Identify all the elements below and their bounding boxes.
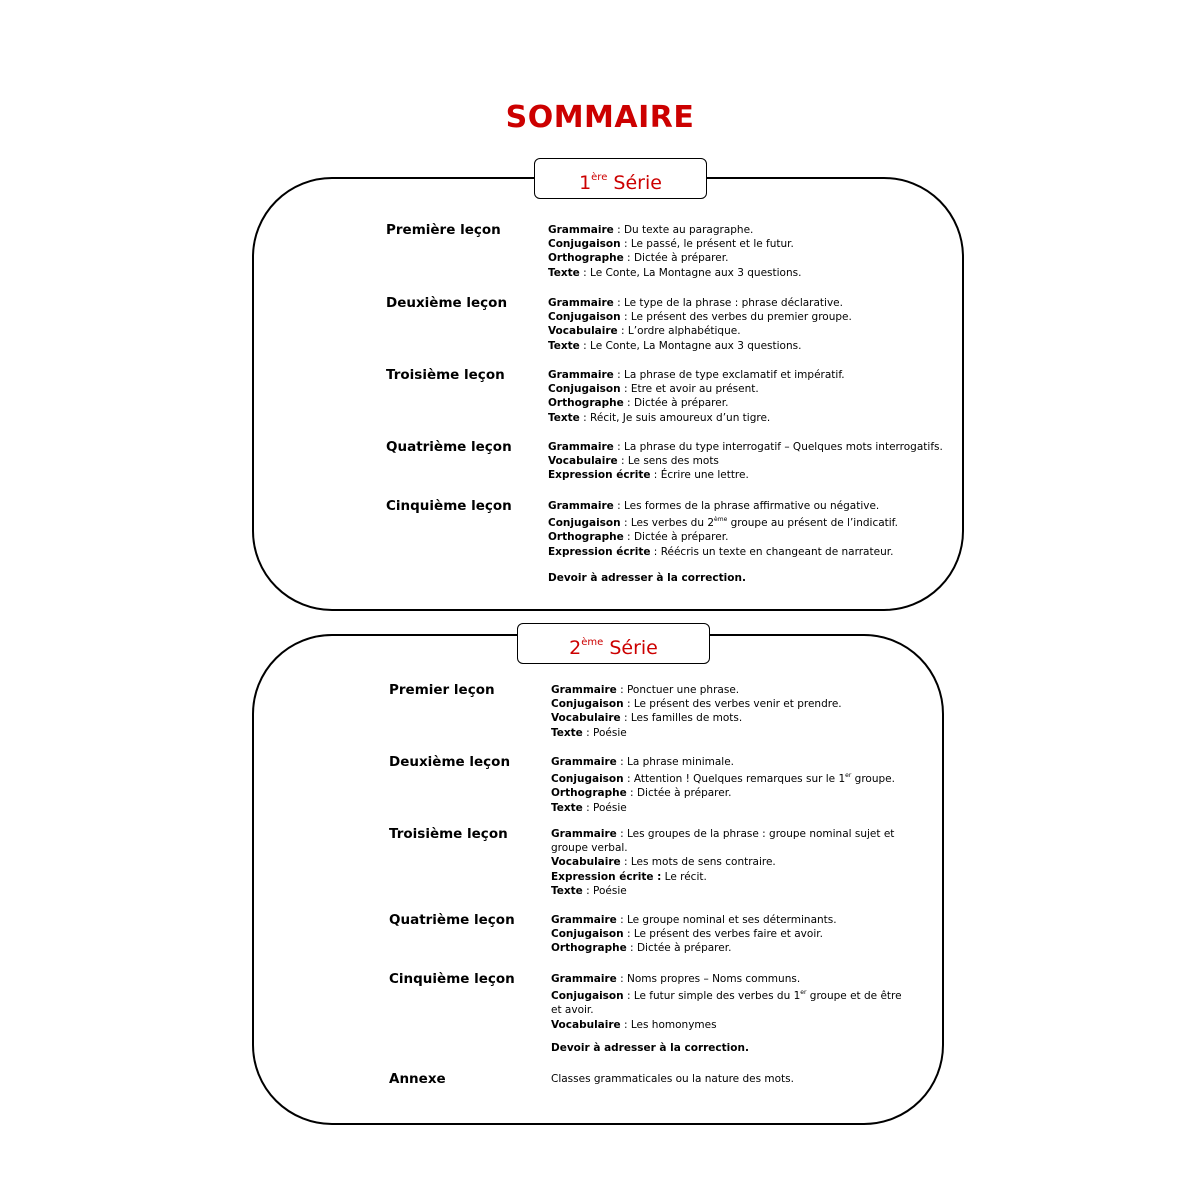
line-key: Grammaire bbox=[548, 441, 614, 453]
line-key: Expression écrite bbox=[548, 545, 651, 558]
lesson-line bbox=[548, 324, 948, 338]
line-value: Le présent des verbes faire et avoir. bbox=[633, 928, 823, 941]
lesson-details bbox=[548, 499, 948, 559]
page-title: SOMMAIRE bbox=[505, 100, 695, 135]
line-key: Conjugaison bbox=[548, 517, 621, 530]
line-sep: : bbox=[650, 469, 661, 482]
lesson-line bbox=[551, 941, 911, 955]
line-value: Écrire une lettre. bbox=[660, 469, 749, 482]
line-sep: : bbox=[620, 238, 631, 251]
line-value: La phrase du type interrogatif – Quelques mots interrogatifs. bbox=[623, 441, 943, 453]
line-value: groupe. bbox=[851, 773, 895, 786]
line-sep: : bbox=[616, 684, 627, 696]
lesson-line bbox=[548, 499, 948, 513]
lesson-title: Deuxième leçon bbox=[389, 754, 511, 770]
lesson-details bbox=[548, 440, 948, 483]
line-key: Grammaire bbox=[551, 828, 617, 840]
line-value: La phrase minimale. bbox=[626, 756, 735, 768]
line-key: Orthographe bbox=[548, 252, 624, 265]
lesson-line bbox=[551, 755, 911, 769]
lesson-title: Troisième leçon bbox=[386, 367, 505, 383]
line-sep: : bbox=[579, 411, 591, 424]
lesson-details bbox=[548, 296, 948, 353]
lesson-line bbox=[548, 266, 948, 280]
lesson-line bbox=[551, 827, 911, 855]
line-value: Dictée à préparer. bbox=[633, 531, 729, 544]
line-value-sup: ème bbox=[714, 516, 728, 524]
lesson-title: Quatrième leçon bbox=[386, 439, 512, 455]
line-sep: : bbox=[620, 856, 631, 869]
lesson-details bbox=[551, 683, 911, 740]
line-sep: : bbox=[620, 1018, 631, 1031]
lesson-title: Quatrième leçon bbox=[389, 912, 515, 928]
lesson-title: Cinquième leçon bbox=[389, 971, 515, 987]
line-sep: : bbox=[626, 787, 637, 800]
line-value: Du texte au paragraphe. bbox=[623, 224, 754, 236]
lesson-line bbox=[548, 368, 948, 382]
line-value: Le récit. bbox=[664, 870, 707, 883]
lesson-line bbox=[548, 454, 948, 468]
line-value: Le sens des mots bbox=[627, 455, 719, 468]
line-key: Orthographe bbox=[548, 397, 624, 410]
line-value-sup: er bbox=[845, 772, 852, 780]
line-value: Le passé, le présent et le futur. bbox=[630, 238, 794, 251]
line-sep: : bbox=[579, 266, 591, 279]
annexe-text: Classes grammaticales ou la nature des mots. bbox=[551, 1073, 794, 1085]
line-sep: : bbox=[620, 311, 631, 324]
lesson-line bbox=[548, 411, 948, 425]
line-value: Récit, Je suis amoureux d’un tigre. bbox=[590, 411, 771, 424]
line-value: Poésie bbox=[593, 801, 627, 814]
line-sep: : bbox=[616, 914, 627, 926]
line-value: Les familles de mots. bbox=[630, 712, 743, 725]
lesson-line bbox=[548, 296, 948, 310]
line-value: La phrase de type exclamatif et impératif. bbox=[623, 369, 845, 381]
line-value-pre: Attention ! Quelques remarques sur le 1 bbox=[633, 773, 846, 786]
line-key: Texte bbox=[551, 884, 583, 897]
line-sep: : bbox=[623, 252, 634, 265]
lesson-line bbox=[548, 545, 948, 559]
lesson-title: Première leçon bbox=[386, 222, 501, 238]
lesson-line bbox=[551, 986, 911, 1017]
line-sep: : bbox=[613, 441, 624, 453]
lesson-details bbox=[548, 368, 948, 425]
line-sep: : bbox=[613, 224, 624, 236]
line-key: Grammaire bbox=[548, 297, 614, 309]
line-value: Dictée à préparer. bbox=[636, 942, 732, 955]
lesson-title: Troisième leçon bbox=[389, 826, 508, 842]
lesson-line bbox=[551, 884, 911, 898]
line-value: groupe au présent de l’indicatif. bbox=[727, 517, 898, 530]
line-value: Les groupes de la phrase : groupe nominal sujet et groupe verbal. bbox=[551, 828, 895, 855]
line-value: Le présent des verbes venir et prendre. bbox=[633, 698, 842, 711]
line-value: L’ordre alphabétique. bbox=[627, 325, 741, 338]
line-sep: : bbox=[613, 500, 624, 512]
line-sep: : bbox=[620, 517, 631, 530]
line-sep: : bbox=[626, 942, 637, 955]
line-value: Dictée à préparer. bbox=[633, 397, 729, 410]
lesson-line bbox=[551, 801, 911, 815]
line-key: Grammaire bbox=[548, 500, 614, 512]
line-sep: : bbox=[616, 756, 627, 768]
line-key: Grammaire bbox=[551, 973, 617, 985]
line-value: Dictée à préparer. bbox=[636, 787, 732, 800]
line-sep: : bbox=[650, 545, 661, 558]
line-key: Conjugaison bbox=[548, 383, 621, 396]
lesson-line bbox=[551, 683, 911, 697]
line-key: Texte bbox=[548, 266, 580, 279]
line-key: Conjugaison bbox=[551, 990, 624, 1003]
lesson-line bbox=[548, 251, 948, 265]
line-sep: : bbox=[623, 928, 634, 941]
line-key: Conjugaison bbox=[551, 928, 624, 941]
line-sep: : bbox=[617, 455, 628, 468]
lesson-line bbox=[551, 786, 911, 800]
line-key: Texte bbox=[548, 411, 580, 424]
line-key: Grammaire bbox=[551, 914, 617, 926]
line-value: Réécris un texte en changeant de narrateur. bbox=[660, 545, 894, 558]
lesson-details bbox=[551, 972, 911, 1032]
lesson-line bbox=[548, 382, 948, 396]
line-value: Etre et avoir au présent. bbox=[630, 383, 759, 396]
line-value: Les formes de la phrase affirmative ou négative. bbox=[623, 500, 880, 512]
lesson-line bbox=[551, 769, 911, 786]
lesson-line bbox=[551, 927, 911, 941]
line-value: Le Conte, La Montagne aux 3 questions. bbox=[590, 266, 802, 279]
line-sep: : bbox=[620, 712, 631, 725]
lesson-line bbox=[551, 711, 911, 725]
lesson-line bbox=[551, 1018, 911, 1032]
lesson-line bbox=[551, 870, 911, 884]
line-sep: : bbox=[582, 884, 594, 897]
line-key: Conjugaison bbox=[551, 773, 624, 786]
line-sep: : bbox=[613, 297, 624, 309]
line-key: Texte bbox=[551, 801, 583, 814]
line-value: Le Conte, La Montagne aux 3 questions. bbox=[590, 339, 802, 352]
line-key: Orthographe bbox=[551, 787, 627, 800]
line-value: Les mots de sens contraire. bbox=[630, 856, 776, 869]
annexe-title: Annexe bbox=[389, 1071, 446, 1087]
line-key: Texte bbox=[548, 339, 580, 352]
line-sep: : bbox=[623, 773, 634, 786]
line-value: Le présent des verbes du premier groupe. bbox=[630, 311, 852, 324]
lesson-details bbox=[551, 755, 911, 815]
line-key: Texte bbox=[551, 726, 583, 739]
line-key: Expression écrite bbox=[548, 469, 651, 482]
lesson-details bbox=[551, 913, 911, 956]
line-sep: : bbox=[623, 698, 634, 711]
devoir-note: Devoir à adresser à la correction. bbox=[551, 1042, 749, 1054]
lesson-line bbox=[551, 697, 911, 711]
lesson-line bbox=[551, 972, 911, 986]
lesson-line bbox=[548, 396, 948, 410]
lesson-line bbox=[548, 513, 948, 530]
line-key: Grammaire bbox=[551, 684, 617, 696]
lesson-line bbox=[548, 223, 948, 237]
lesson-title: Deuxième leçon bbox=[386, 295, 508, 311]
lesson-line bbox=[548, 468, 948, 482]
line-key: Conjugaison bbox=[548, 238, 621, 251]
line-key: Grammaire bbox=[551, 756, 617, 768]
line-sep: : bbox=[616, 973, 627, 985]
line-value: Noms propres – Noms communs. bbox=[626, 973, 801, 985]
line-value: Le type de la phrase : phrase déclarative. bbox=[623, 297, 843, 309]
line-value: Poésie bbox=[593, 884, 627, 897]
line-key: Expression écrite : bbox=[551, 870, 662, 883]
line-sep: : bbox=[620, 383, 631, 396]
lesson-line bbox=[548, 310, 948, 324]
line-sep: : bbox=[616, 828, 627, 840]
devoir-note: Devoir à adresser à la correction. bbox=[548, 572, 746, 584]
line-key: Grammaire bbox=[548, 224, 614, 236]
line-key: Conjugaison bbox=[551, 698, 624, 711]
lesson-title: Cinquième leçon bbox=[386, 498, 512, 514]
series-1-label: 1ère Série bbox=[534, 158, 707, 199]
series-2-label: 2ème Série bbox=[517, 623, 710, 664]
lesson-title: Premier leçon bbox=[389, 682, 495, 698]
line-sep: : bbox=[623, 397, 634, 410]
line-value: Poésie bbox=[593, 726, 627, 739]
lesson-line bbox=[551, 726, 911, 740]
line-key: Conjugaison bbox=[548, 311, 621, 324]
line-key: Grammaire bbox=[548, 369, 614, 381]
lesson-line bbox=[548, 440, 948, 454]
line-sep: : bbox=[582, 726, 594, 739]
line-value: Ponctuer une phrase. bbox=[626, 684, 740, 696]
lesson-line bbox=[548, 237, 948, 251]
line-key: Vocabulaire bbox=[551, 712, 621, 725]
line-value: Le groupe nominal et ses déterminants. bbox=[626, 914, 837, 926]
lesson-line bbox=[551, 855, 911, 869]
line-sep: : bbox=[579, 339, 591, 352]
line-key: Vocabulaire bbox=[548, 325, 618, 338]
line-key: Orthographe bbox=[548, 531, 624, 544]
lesson-details bbox=[551, 827, 911, 898]
line-sep: : bbox=[613, 369, 624, 381]
line-value-pre: Les verbes du 2 bbox=[630, 517, 715, 530]
line-key: Vocabulaire bbox=[548, 455, 618, 468]
line-value: Dictée à préparer. bbox=[633, 252, 729, 265]
lesson-details bbox=[548, 223, 948, 280]
lesson-line bbox=[548, 530, 948, 544]
lesson-line bbox=[548, 339, 948, 353]
line-sep: : bbox=[623, 531, 634, 544]
line-value: groupe et de être et avoir. bbox=[551, 990, 902, 1017]
line-sep: : bbox=[617, 325, 628, 338]
line-value-pre: Le futur simple des verbes du 1 bbox=[633, 990, 801, 1003]
line-sep: : bbox=[582, 801, 594, 814]
line-value-sup: er bbox=[800, 989, 807, 997]
line-key: Vocabulaire bbox=[551, 1018, 621, 1031]
line-sep: : bbox=[623, 990, 634, 1003]
line-value: Les homonymes bbox=[630, 1018, 717, 1031]
lesson-line bbox=[551, 913, 911, 927]
line-key: Orthographe bbox=[551, 942, 627, 955]
line-key: Vocabulaire bbox=[551, 856, 621, 869]
